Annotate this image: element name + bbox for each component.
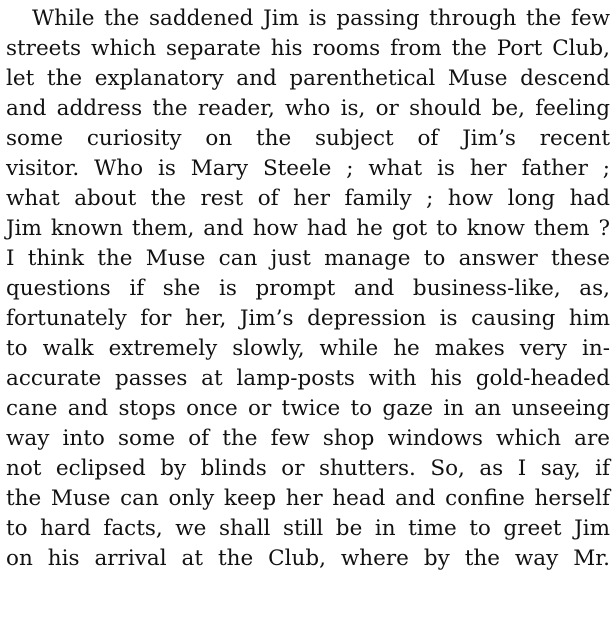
text-line: questions if she is prompt and business-like, as, — [6, 276, 610, 301]
text-line: I think the Muse can just manage to answer these — [6, 246, 610, 271]
text-line: on his arrival at the Club, where by the way Mr. — [6, 546, 610, 571]
text-line: let the explanatory and parenthetical Muse descend — [6, 66, 610, 91]
text-line: some curiosity on the subject of Jim’s recent — [6, 126, 610, 151]
text-line: to walk extremely slowly, while he makes very in- — [6, 336, 610, 361]
text-line: streets which separate his rooms from the Port Club, — [6, 36, 610, 61]
text-line: way into some of the few shop windows which are — [6, 426, 610, 451]
text-line: the Muse can only keep her head and confine herself — [6, 486, 610, 511]
text-line: what about the rest of her family ; how long had — [6, 186, 610, 211]
text-line: to hard facts, we shall still be in time to greet Jim — [6, 516, 610, 541]
text-line: While the saddened Jim is passing through the few — [32, 6, 610, 31]
text-line: accurate passes at lamp-posts with his gold-headed — [6, 366, 610, 391]
text-line: not eclipsed by blinds or shutters. So, as I say, if — [6, 456, 610, 481]
text-line: fortunately for her, Jim’s depression is causing him — [6, 306, 610, 331]
text-line: Jim known them, and how had he got to know them ? — [6, 216, 610, 241]
text-line: cane and stops once or twice to gaze in an unseeing — [6, 396, 610, 421]
text-line: and address the reader, who is, or should be, feeling — [6, 96, 610, 121]
page-text-block — [6, 4, 610, 574]
text-line: visitor. Who is Mary Steele ; what is her father ; — [6, 156, 610, 181]
